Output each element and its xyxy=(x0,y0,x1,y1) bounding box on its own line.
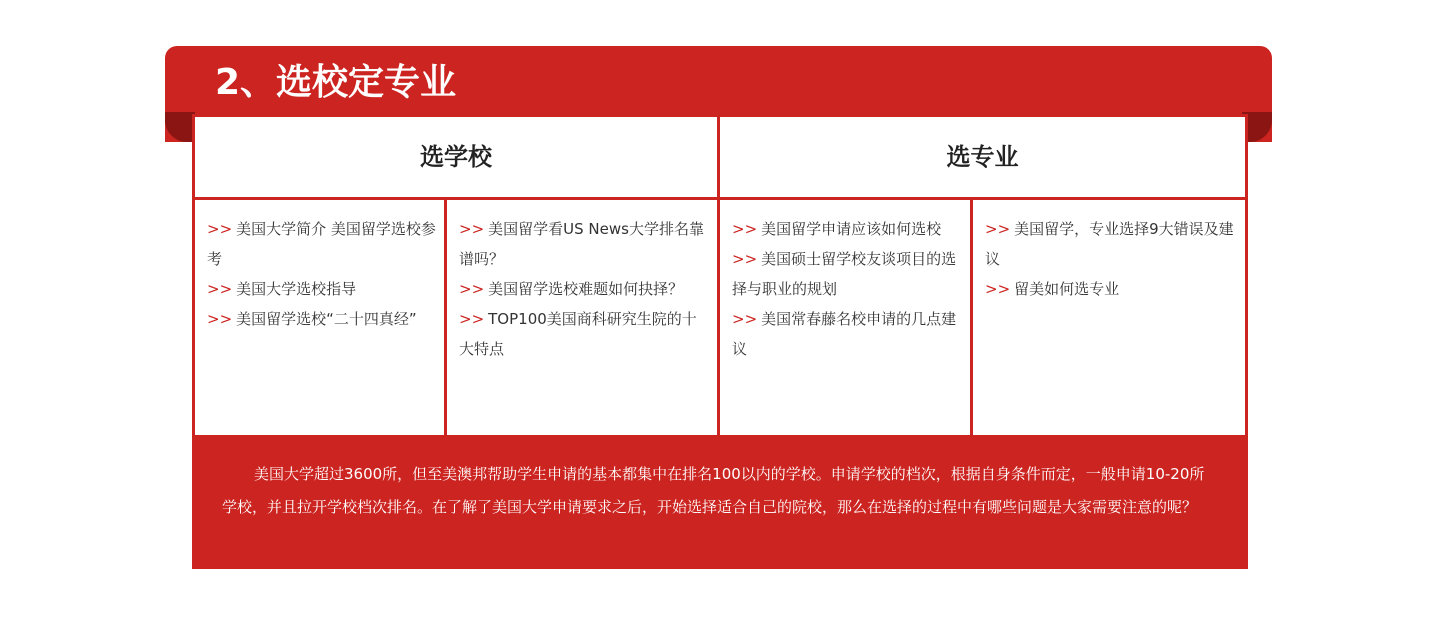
link-list xyxy=(195,200,444,334)
major-links-right xyxy=(973,200,1245,435)
list-item[interactable] xyxy=(459,274,709,304)
list-item[interactable] xyxy=(732,244,962,304)
major-links-left xyxy=(720,200,970,435)
article-link[interactable]: 美国留学，专业选择9大错误及建议 xyxy=(985,220,1234,268)
link-list xyxy=(447,200,717,364)
double-arrow-icon: >> xyxy=(207,220,233,238)
article-link[interactable]: 美国常春藤名校申请的几点建议 xyxy=(732,310,957,358)
article-link[interactable]: 美国硕士留学校友谈项目的选择与职业的规划 xyxy=(732,250,957,298)
list-item[interactable] xyxy=(985,274,1237,304)
intro-paragraph: 美国大学超过3600所，但至美澳邦帮助学生申请的基本都集中在排名100以内的学校。申请学校的档次，根据自身条件而定，一般申请10-20所学校，并且拉开学校档次排名。在了解了美国大学申请要求之后，开始选择适合自己的院校，那么在选择的过程中有哪些问题是大家需要注意的呢？ xyxy=(222,465,1205,516)
double-arrow-icon: >> xyxy=(459,280,485,298)
article-link[interactable]: 美国留学选校难题如何抉择？ xyxy=(488,280,684,298)
list-item[interactable] xyxy=(207,214,436,274)
double-arrow-icon: >> xyxy=(459,310,485,328)
article-link[interactable]: 美国留学看US News大学排名靠谱吗？ xyxy=(459,220,704,268)
list-item[interactable] xyxy=(732,214,962,244)
section-title: 2、选校定专业 xyxy=(215,62,457,103)
article-link[interactable]: 美国留学选校“二十四真经” xyxy=(236,310,417,328)
article-link[interactable]: 美国大学选校指导 xyxy=(236,280,357,298)
major-column-header: 选专业 xyxy=(720,117,1245,197)
list-item[interactable] xyxy=(207,274,436,304)
list-item[interactable] xyxy=(985,214,1237,274)
double-arrow-icon: >> xyxy=(985,220,1011,238)
double-arrow-icon: >> xyxy=(732,250,758,268)
list-item[interactable] xyxy=(732,304,962,364)
article-link[interactable]: 美国留学申请应该如何选校 xyxy=(761,220,942,238)
school-links-left xyxy=(195,200,444,435)
list-item[interactable] xyxy=(207,304,436,334)
school-links-right xyxy=(447,200,717,435)
double-arrow-icon: >> xyxy=(207,280,233,298)
article-link[interactable]: 留美如何选专业 xyxy=(1014,280,1120,298)
school-column-header: 选学校 xyxy=(195,117,717,197)
list-item[interactable] xyxy=(459,304,709,364)
double-arrow-icon: >> xyxy=(732,220,758,238)
article-link[interactable]: TOP100美国商科研究生院的十大特点 xyxy=(459,310,697,358)
double-arrow-icon: >> xyxy=(459,220,485,238)
list-item[interactable] xyxy=(459,214,709,274)
link-list xyxy=(720,200,970,364)
article-link[interactable]: 美国大学简介 美国留学选校参考 xyxy=(207,220,436,268)
double-arrow-icon: >> xyxy=(985,280,1011,298)
double-arrow-icon: >> xyxy=(732,310,758,328)
double-arrow-icon: >> xyxy=(207,310,233,328)
link-list xyxy=(973,200,1245,304)
